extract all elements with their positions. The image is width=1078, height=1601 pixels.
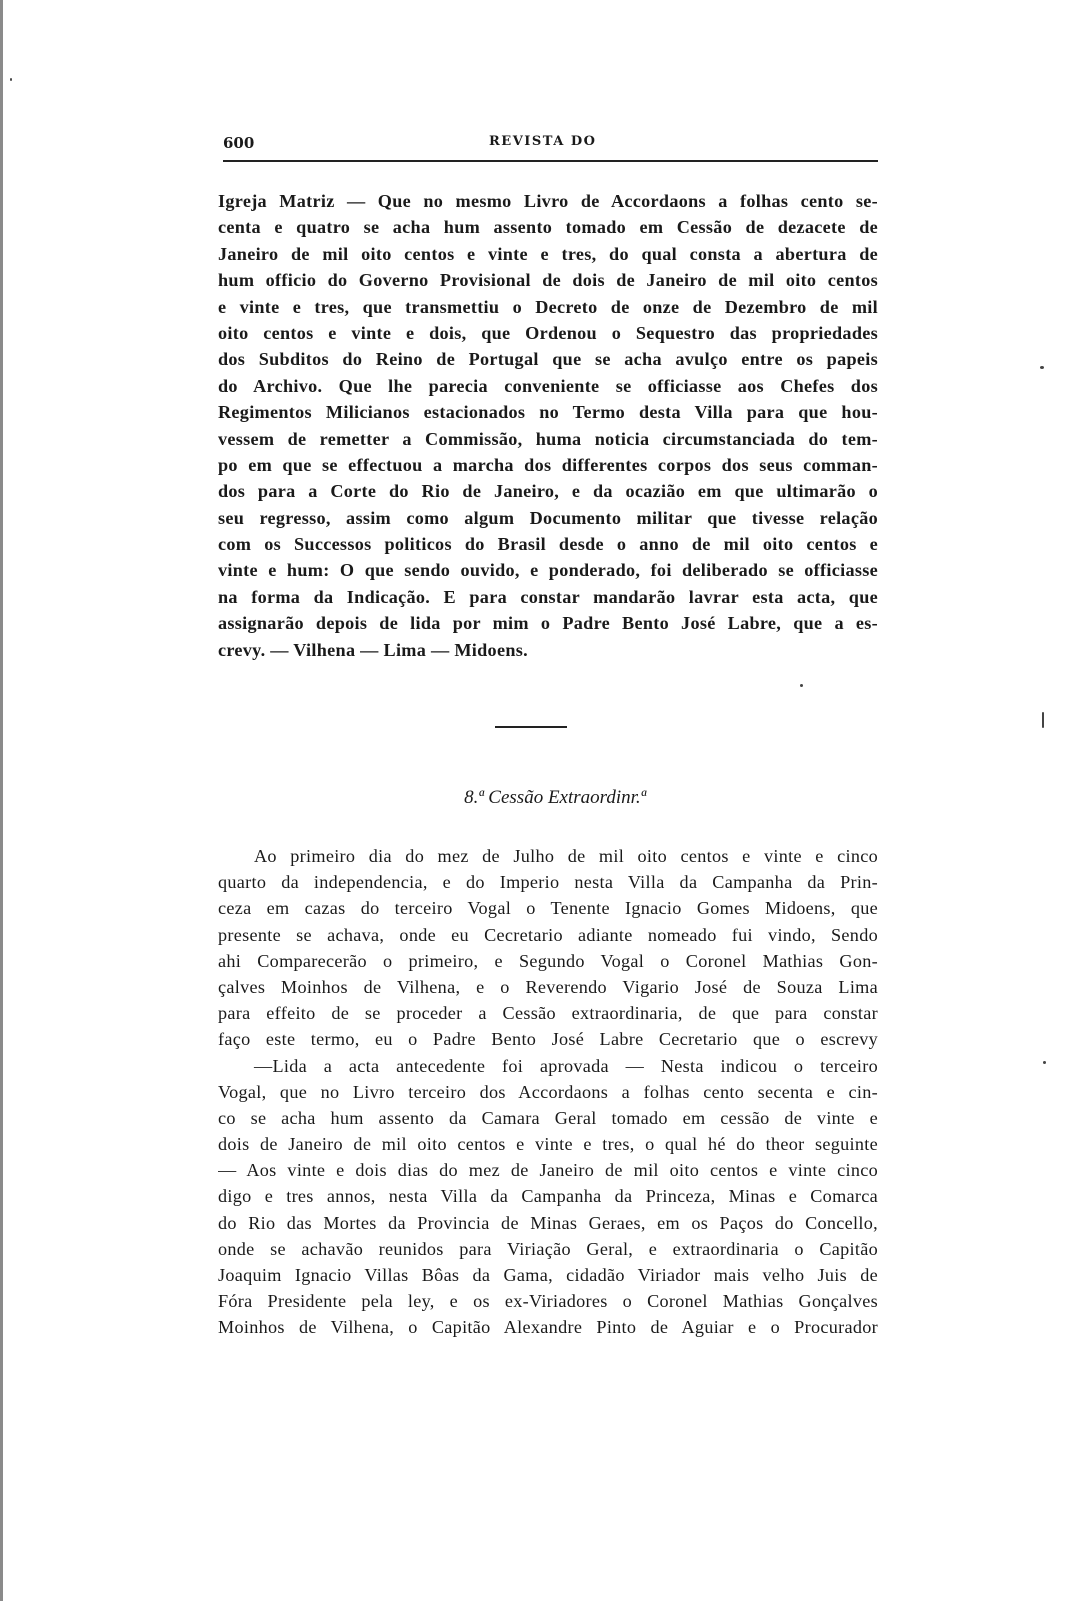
- text-line: quarto da independencia, e do Imperio nesta Villa da Campanha da Prin-: [218, 872, 878, 893]
- text-line: do Rio das Mortes da Provincia de Minas Geraes, em os Paços do Concello,: [218, 1212, 878, 1233]
- text-line: —Lida a acta antecedente foi aprovada — Nesta indicou o terceiro: [254, 1055, 878, 1076]
- text-line: — Aos vinte e dois dias do mez de Janeiro de mil oito centos e vinte cinco: [218, 1160, 878, 1181]
- text-line: crevy. — Vilhena — Lima — Midoens.: [218, 639, 528, 660]
- paragraph: [218, 843, 878, 1341]
- text-line: ceza em cazas do terceiro Vogal o Tenente Ignacio Gomes Midoens, que: [218, 898, 878, 919]
- section-separator-rule: [495, 726, 567, 728]
- text-line: para effeito de se proceder a Cessão extraordinaria, de que para constar: [218, 1003, 878, 1024]
- paragraph: [218, 188, 878, 663]
- scan-speck: [1042, 712, 1044, 728]
- text-line: Ao primeiro dia do mez de Julho de mil oito centos e vinte e cinco: [254, 846, 878, 866]
- text-line: Vogal, que no Livro terceiro dos Accordaons a folhas cento secenta e cin-: [218, 1081, 878, 1102]
- text-line: onde se achavão reunidos para Viriação Geral, e extraordinaria o Capitão: [218, 1238, 878, 1259]
- text-line: centa e quatro se acha hum assento tomado em Cessão de dezacete de: [218, 217, 878, 238]
- scan-speck: [1043, 1061, 1046, 1064]
- page-number: 600: [223, 134, 255, 152]
- text-line: seu regresso, assim como algum Documento militar que tivesse relação: [218, 507, 878, 528]
- text-line: dos Subditos do Reino de Portugal que se acha avulço entre os papeis: [218, 349, 878, 370]
- section-heading-text: 8.ª Cessão Extraordinr.ª: [464, 787, 646, 808]
- text-line: Fóra Presidente pela ley, e os ex-Viriadores o Coronel Mathias Gonçalves: [218, 1291, 878, 1312]
- scan-speck: [1040, 366, 1044, 369]
- text-block-session: [218, 843, 878, 1341]
- text-line: Janeiro de mil oito centos e vinte e tres, do qual consta a abertura de: [218, 243, 878, 264]
- text-line: com os Successos politicos do Brasil desde o anno de mil oito centos e: [218, 534, 878, 555]
- text-line: po em que se effectuou a marcha dos differentes corpos dos seus comman-: [218, 454, 878, 475]
- text-line: vessem de remetter a Commissão, huma noticia circumstanciada do tem-: [218, 428, 878, 449]
- section-heading: [0, 787, 1078, 809]
- text-line: co se acha hum assento da Camara Geral tomado em cessão de vinte e: [218, 1107, 878, 1128]
- text-line: na forma da Indicação. E para constar mandarão lavrar esta acta, que: [218, 586, 878, 607]
- running-head: [223, 134, 878, 158]
- text-line: e vinte e tres, que transmettiu o Decreto de onze de Dezembro de mil: [218, 296, 878, 317]
- text-block-continuation: [218, 188, 878, 663]
- text-line: Regimentos Milicianos estacionados no Termo desta Villa para que hou-: [218, 402, 878, 423]
- text-line: presente se achava, onde eu Cecretario adiante nomeado fui vindo, Sendo: [218, 924, 878, 945]
- text-line: dois de Janeiro de mil oito centos e vinte e tres, o qual hé do theor seguinte: [218, 1134, 878, 1155]
- text-line: çalves Moinhos de Vilhena, e o Reverendo Vigario José de Souza Lima: [218, 976, 878, 997]
- text-line: Igreja Matriz — Que no mesmo Livro de Accordaons a folhas cento se-: [218, 191, 878, 211]
- text-line: dos para a Corte do Rio de Janeiro, e da ocazião em que ultimarão o: [218, 481, 878, 502]
- text-line: vinte e hum: O que sendo ouvido, e ponderado, foi deliberado se officiasse: [218, 560, 878, 581]
- text-line: faço este termo, eu o Padre Bento José Labre Cecretario que o escrevy: [218, 1029, 878, 1050]
- text-line: oito centos e vinte e dois, que Ordenou o Sequestro das propriedades: [218, 322, 878, 343]
- text-line: digo e tres annos, nesta Villa da Campanha da Princeza, Minas e Comarca: [218, 1186, 878, 1207]
- scan-speck: [10, 78, 12, 81]
- running-title: REVISTA DO: [489, 134, 597, 149]
- text-line: ahi Comparecerão o primeiro, e Segundo Vogal o Coronel Mathias Gon-: [218, 950, 878, 971]
- text-line: do Archivo. Que lhe parecia conveniente se officiasse aos Chefes dos: [218, 375, 878, 396]
- header-rule: [223, 160, 878, 162]
- text-line: Moinhos de Vilhena, o Capitão Alexandre Pinto de Aguiar e o Procurador: [218, 1317, 878, 1338]
- text-line: hum officio do Governo Provisional de dois de Janeiro de mil oito centos: [218, 270, 878, 291]
- scan-speck: [800, 684, 803, 687]
- text-line: assignarão depois de lida por mim o Padre Bento José Labre, que a es-: [218, 613, 878, 634]
- text-line: Joaquim Ignacio Villas Bôas da Gama, cidadão Viriador mais velho Juis de: [218, 1265, 878, 1285]
